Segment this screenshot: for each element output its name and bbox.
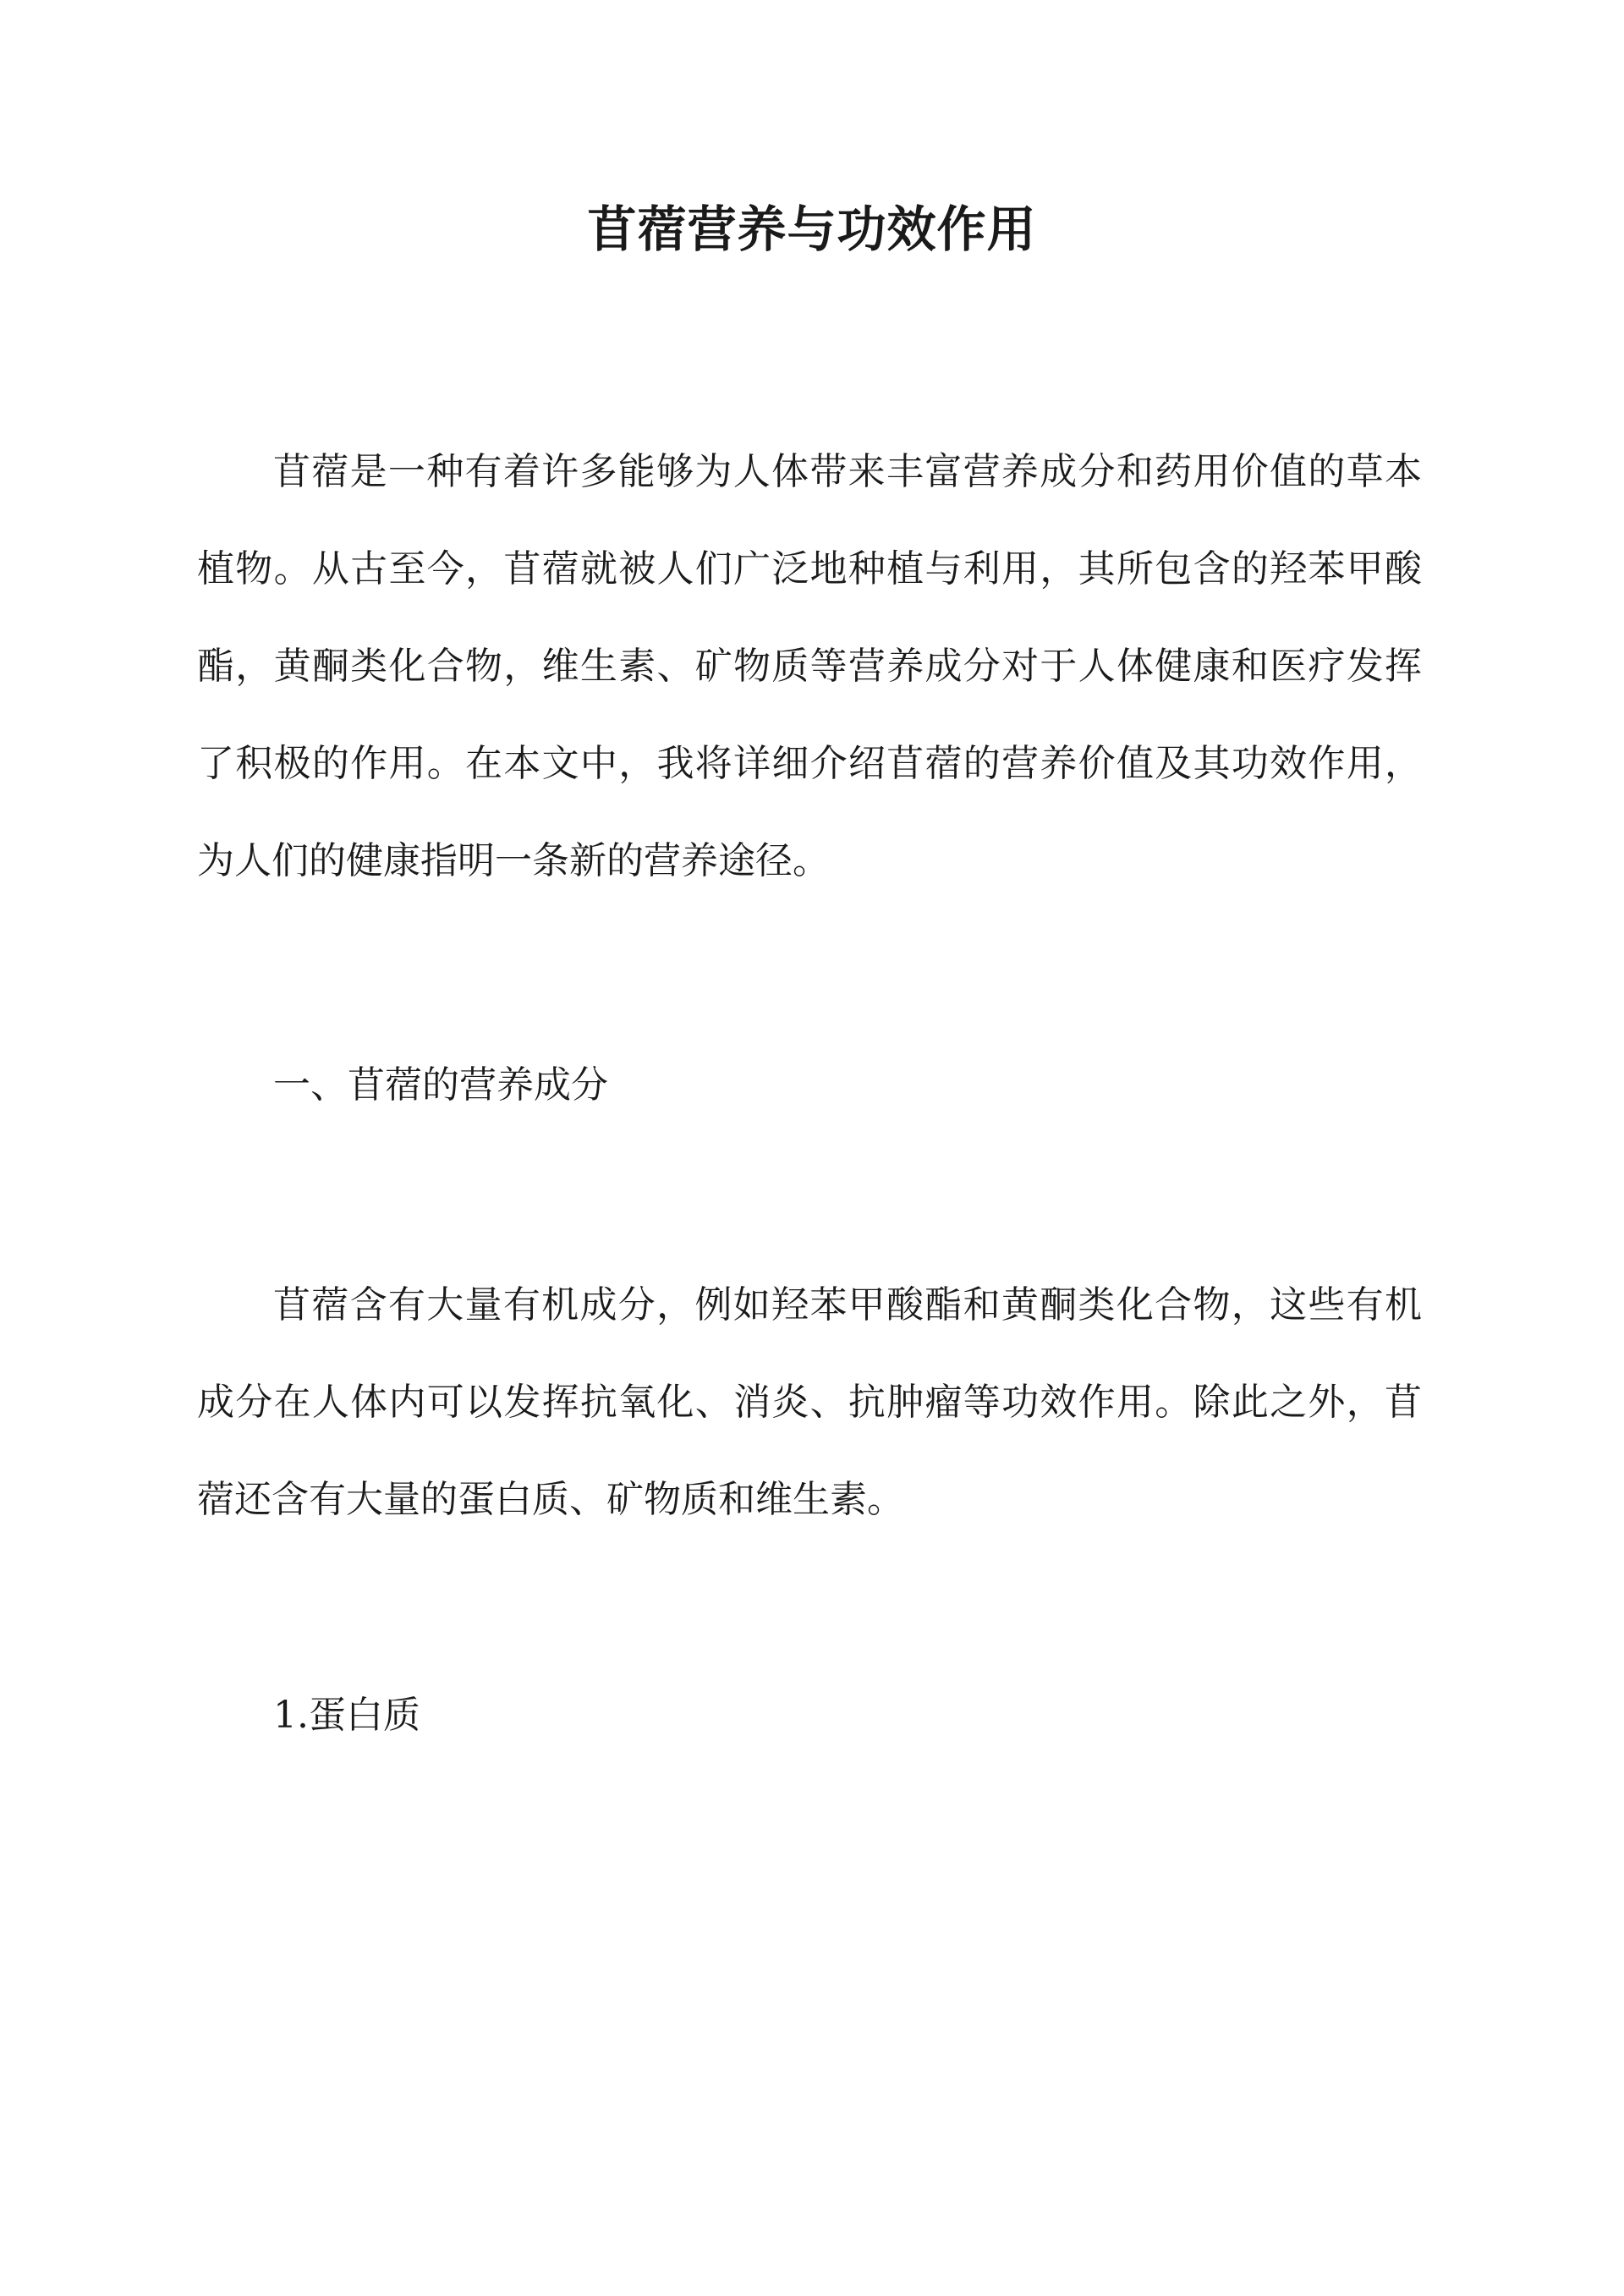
section-1-heading-block [197, 1036, 1422, 1134]
subsection-1-heading-block [197, 1667, 1422, 1764]
section-1-heading: 一、苜蓿的营养成分 [273, 1063, 608, 1107]
subsection-1-heading: 1.蛋白质 [273, 1694, 420, 1737]
intro-block [197, 423, 1422, 909]
section-1-body-block [197, 1256, 1422, 1548]
document-title: 苜蓿营养与功效作用 [587, 200, 1037, 258]
section-1-paragraph: 苜蓿含有大量有机成分，例如羟苯甲酸酯和黄酮类化合物，这些有机成分在人体内可以发挥抗氧化、消炎、抗肿瘤等功效作用。除此之外，苜蓿还含有大量的蛋白质、矿物质和维生素。 [197, 1283, 1422, 1521]
intro-paragraph: 苜蓿是一种有着许多能够为人体带来丰富营养成分和药用价值的草本植物。从古至今，苜蓿就被人们广泛地种植与利用，其所包含的羟苯甲酸酯，黄酮类化合物，维生素、矿物质等营养成分对于人体健康和医疗发挥了积极的作用。在本文中，我将详细介绍苜蓿的营养价值及其功效作用，为人们的健康指明一条新的营养途径。 [197, 450, 1422, 882]
